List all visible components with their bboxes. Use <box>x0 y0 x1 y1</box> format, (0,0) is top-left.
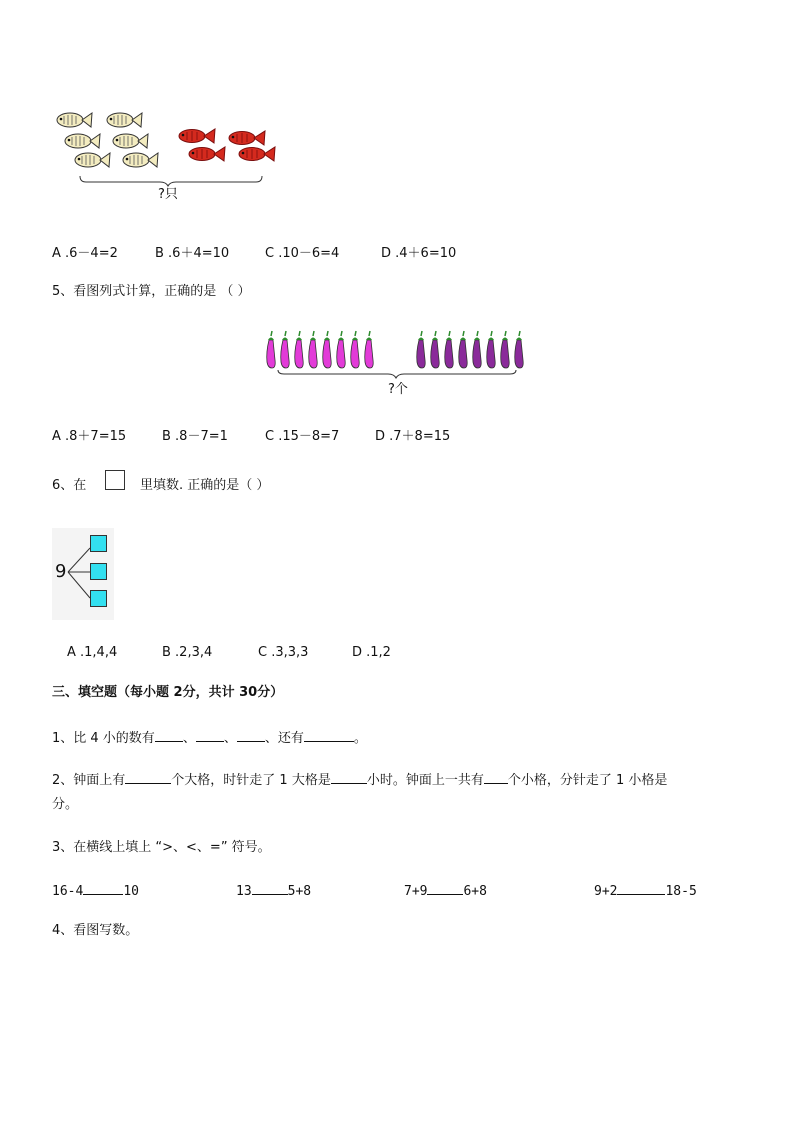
answer-blank[interactable] <box>304 729 354 742</box>
f1-end: 。 <box>353 731 367 746</box>
fill-question-1 <box>52 729 367 747</box>
fish-yellow <box>113 134 148 148</box>
compare-right: 5+8 <box>287 884 312 899</box>
eggplant-dark <box>487 331 495 368</box>
answer-blank[interactable] <box>196 729 224 742</box>
answer-blank[interactable] <box>252 882 288 895</box>
eggplant-dark <box>417 331 425 368</box>
answer-blank[interactable] <box>617 882 665 895</box>
fish-yellow <box>65 134 100 148</box>
compare-left: 7+9 <box>404 884 428 899</box>
eggplant-light <box>365 331 373 368</box>
eggplant-dark <box>515 331 523 368</box>
eggplant-light <box>337 331 345 368</box>
q4-option-b[interactable]: B .6＋4=10 <box>155 246 230 261</box>
fish-yellow <box>107 113 142 127</box>
eggplant-dark <box>501 331 509 368</box>
fill-question-3: 3、在横线上填上 “>、<、=” 符号。 <box>52 840 271 855</box>
fish-yellow <box>57 113 92 127</box>
f1-suffix: 、还有 <box>264 731 304 746</box>
number-bond-diagram <box>52 528 114 620</box>
fish-red <box>189 147 225 161</box>
f2-part-1: 2、钟面上有 <box>52 773 126 788</box>
q5-option-c[interactable]: C .15－8=7 <box>265 429 340 444</box>
f2-part-2: 个大格，时针走了 1 大格是 <box>171 773 331 788</box>
compare-item-2 <box>236 882 311 899</box>
fish-yellow <box>123 153 158 167</box>
bond-box-middle[interactable] <box>90 563 107 580</box>
answer-blank[interactable] <box>83 882 123 895</box>
q5-option-b[interactable]: B .8－7=1 <box>162 429 228 444</box>
f2-part-4: 个小格，分针走了 1 小格是 <box>507 773 668 788</box>
f2-part-3: 小时。钟面上一共有 <box>366 773 484 788</box>
fish-red <box>239 147 275 161</box>
eggplant-light <box>267 331 275 368</box>
brace <box>278 370 516 378</box>
bond-root-number: 9 <box>55 561 67 582</box>
eggplant-picture <box>258 328 528 382</box>
q4-option-d[interactable]: D .4＋6=10 <box>381 246 457 261</box>
eggplant-dark <box>445 331 453 368</box>
compare-right: 18-5 <box>665 884 697 899</box>
eggplant-dark <box>459 331 467 368</box>
eggplant-brace-label: ?个 <box>388 382 408 397</box>
q6-option-b[interactable]: B .2,3,4 <box>162 645 213 660</box>
fill-question-2 <box>52 771 667 789</box>
q6-stem-prefix: 6、在 <box>52 478 87 493</box>
answer-blank[interactable] <box>331 771 367 784</box>
answer-blank[interactable] <box>237 729 265 742</box>
q5-stem: 5、看图列式计算，正确的是 （ ） <box>52 284 251 299</box>
eggplant-light <box>323 331 331 368</box>
compare-item-4 <box>594 882 697 899</box>
eggplant-light <box>295 331 303 368</box>
q6-option-a[interactable]: A .1,4,4 <box>67 645 118 660</box>
blank-box-icon <box>105 470 125 490</box>
q4-option-c[interactable]: C .10－6=4 <box>265 246 340 261</box>
f1-prefix: 1、比 4 小的数有 <box>52 731 155 746</box>
bond-box-bottom[interactable] <box>90 590 107 607</box>
compare-right: 6+8 <box>463 884 487 899</box>
eggplant-light <box>351 331 359 368</box>
compare-left: 13 <box>236 884 252 899</box>
fill-question-4: 4、看图写数。 <box>52 923 139 938</box>
eggplant-light <box>281 331 289 368</box>
fish-brace-label: ?只 <box>158 187 178 202</box>
compare-item-1 <box>52 882 139 899</box>
q4-option-a[interactable]: A .6－4=2 <box>52 246 118 261</box>
f1-sep: 、 <box>223 731 237 746</box>
bond-box-top[interactable] <box>90 535 107 552</box>
answer-blank[interactable] <box>125 771 171 784</box>
answer-blank[interactable] <box>155 729 183 742</box>
fish-yellow <box>75 153 110 167</box>
q5-option-a[interactable]: A .8＋7=15 <box>52 429 127 444</box>
compare-left: 16-4 <box>52 884 84 899</box>
q6-stem-suffix: 里填数. 正确的是（ ） <box>140 478 270 493</box>
eggplant-dark <box>473 331 481 368</box>
compare-left: 9+2 <box>594 884 618 899</box>
eggplant-dark <box>431 331 439 368</box>
brace <box>80 176 262 186</box>
compare-right: 10 <box>123 884 139 899</box>
compare-item-3 <box>404 882 487 899</box>
q6-option-c[interactable]: C .3,3,3 <box>258 645 309 660</box>
eggplant-light <box>309 331 317 368</box>
fish-red <box>179 129 215 143</box>
f1-sep: 、 <box>182 731 196 746</box>
q6-option-d[interactable]: D .1,2 <box>352 645 391 660</box>
answer-blank[interactable] <box>427 882 463 895</box>
answer-blank[interactable] <box>484 771 508 784</box>
section-3-title: 三、填空题（每小题 2分，共计 30分） <box>52 685 284 700</box>
f2-part-5: 分。 <box>52 797 79 812</box>
q5-option-d[interactable]: D .7＋8=15 <box>375 429 451 444</box>
fish-red <box>229 131 265 145</box>
